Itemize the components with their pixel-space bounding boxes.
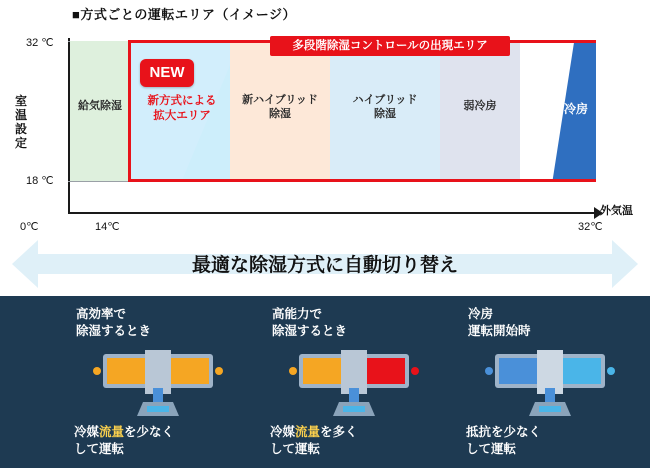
- card-title: [272, 306, 438, 340]
- y-tick-18: 18 ℃: [26, 175, 54, 187]
- page-title: ■方式ごとの運転エリア（イメージ）: [72, 7, 296, 22]
- card-title-line1: 高効率で: [76, 307, 127, 321]
- new-caption: [130, 94, 234, 124]
- valve-icon: [83, 348, 233, 420]
- card-footer: [74, 424, 242, 458]
- region-label-supply-dehumid: 給気除湿: [78, 100, 122, 112]
- card-footer-post: を多く: [320, 425, 358, 439]
- card-title-line1: 高能力で: [272, 307, 323, 321]
- valve-icon: [475, 348, 625, 420]
- x-axis-label: 外気温: [600, 205, 633, 217]
- region-new-hybrid: [230, 41, 330, 181]
- card-title-line1: 冷房: [468, 307, 494, 321]
- card-footer-line1: [466, 424, 634, 441]
- new-caption-line2: 拡大エリア: [153, 110, 211, 122]
- auto-switch-banner: [12, 240, 638, 288]
- y-tick-32: 32 ℃: [26, 37, 54, 49]
- valve-card-list: [74, 302, 634, 462]
- valve-card: [74, 302, 242, 462]
- x-axis-line: [68, 212, 596, 214]
- operating-area-chart: [0, 24, 650, 240]
- new-badge: NEW: [140, 59, 194, 87]
- valve-diagram: [279, 348, 429, 420]
- boundary-bottom-line: [128, 179, 596, 182]
- card-footer-line1: [74, 424, 242, 441]
- card-footer-pre: 冷媒: [74, 425, 100, 439]
- card-footer-highlight: 流量: [295, 425, 321, 439]
- card-title-line2: 除湿するとき: [272, 324, 348, 338]
- card-footer-pre: 冷媒: [270, 425, 296, 439]
- x-tick-14: 14℃: [95, 221, 120, 233]
- card-title-line2: 運転開始時: [468, 324, 531, 338]
- region-supply-dehumid: [70, 41, 130, 181]
- valve-card: [270, 302, 438, 462]
- card-footer-line2: して運転: [466, 442, 517, 456]
- region-label-hybrid-1: ハイブリッド: [352, 94, 418, 106]
- card-footer: [466, 424, 634, 458]
- callout-banner: 多段階除湿コントロールの出現エリア: [270, 36, 510, 56]
- auto-switch-text: 最適な除湿方式に自動切り替え: [191, 255, 458, 276]
- y-axis-label: 室温設定: [14, 94, 27, 150]
- card-footer-line2: して運転: [74, 442, 125, 456]
- card-title: [468, 306, 634, 340]
- region-label-new-hybrid-2: 除湿: [269, 108, 291, 120]
- card-footer-line1: [270, 424, 438, 441]
- card-title: [76, 306, 242, 340]
- x-tick-0: 0℃: [20, 221, 39, 233]
- valve-diagram: [475, 348, 625, 420]
- region-label-new-hybrid-1: 新ハイブリッド: [242, 94, 318, 106]
- region-weak-cooling: [440, 41, 520, 181]
- card-footer-line2: して運転: [270, 442, 321, 456]
- card-title-line2: 除湿するとき: [76, 324, 152, 338]
- card-footer-post: を少なく: [124, 425, 175, 439]
- region-label-cooling: 冷房: [563, 102, 588, 116]
- region-label-hybrid-2: 除湿: [374, 108, 396, 120]
- x-tick-32: 32℃: [578, 221, 603, 233]
- card-footer-pre: 抵抗を少なく: [466, 425, 542, 439]
- card-footer: [270, 424, 438, 458]
- new-caption-line1: 新方式による: [147, 95, 217, 107]
- region-label-weak-cooling: 弱冷房: [463, 100, 497, 112]
- region-hybrid: [330, 41, 440, 181]
- valve-diagram: [83, 348, 233, 420]
- card-footer-highlight: 流量: [99, 425, 125, 439]
- valve-icon: [279, 348, 429, 420]
- valve-card: [466, 302, 634, 462]
